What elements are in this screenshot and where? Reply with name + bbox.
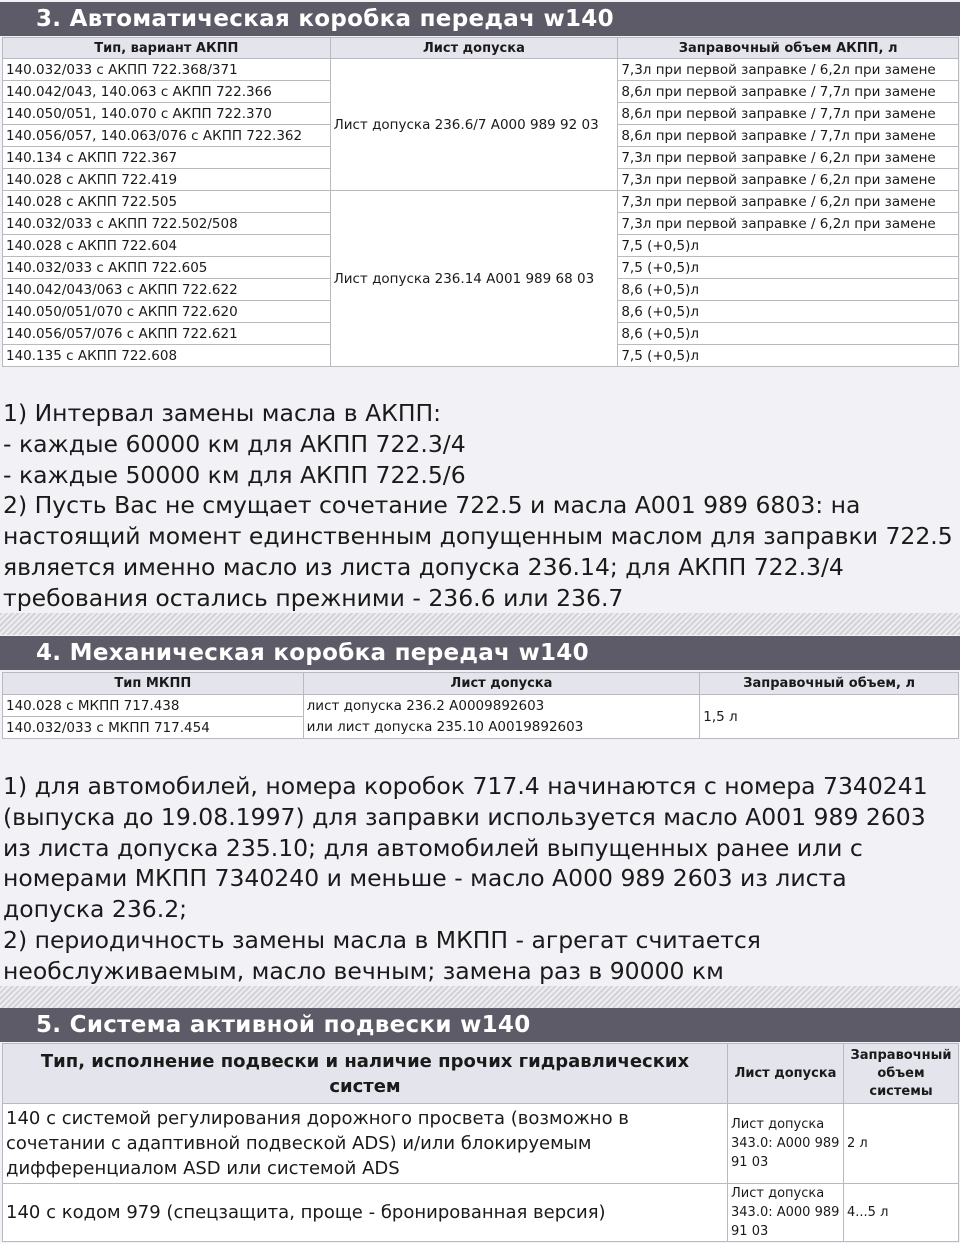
type-cell: 140.032/033 с АКПП 722.605	[3, 257, 331, 279]
table-header-row	[3, 673, 959, 695]
volume-cell: 1,5 л	[700, 695, 959, 739]
volume-cell: 8,6 (+0,5)л	[618, 323, 959, 345]
note-line: - каждые 50000 км для АКПП 722.5/6	[3, 460, 466, 489]
table-row	[3, 695, 959, 717]
type-cell: 140 с системой регулирования дорожного просвета (возможно в сочетании с адаптивной подвеской ADS) и/или блокируемым дифференциалом ASD или системой ADS	[3, 1104, 728, 1184]
type-cell: 140.028 с АКПП 722.419	[3, 169, 331, 191]
column-header-volume: Заправочный объем системы	[844, 1044, 959, 1104]
section-3-title: 3. Автоматическая коробка передач w140	[0, 2, 960, 36]
mkpp-table	[2, 672, 959, 739]
type-cell: 140.050/051/070 с АКПП 722.620	[3, 301, 331, 323]
volume-cell: 7,3л при первой заправке / 6,2л при замене	[618, 59, 959, 81]
table-row	[3, 59, 959, 81]
type-cell: 140.032/033 с АКПП 722.368/371	[3, 59, 331, 81]
approval-cell: Лист допуска 236.6/7 A000 989 92 03	[330, 59, 618, 191]
section-4-title: 4. Механическая коробка передач w140	[0, 636, 960, 670]
type-cell: 140.050/051, 140.070 с АКПП 722.370	[3, 103, 331, 125]
type-cell: 140.042/043, 140.063 с АКПП 722.366	[3, 81, 331, 103]
volume-cell: 7,5 (+0,5)л	[618, 345, 959, 367]
divider	[0, 613, 960, 635]
volume-cell: 7,3л при первой заправке / 6,2л при замене	[618, 213, 959, 235]
note-line: 1) для автомобилей, номера коробок 717.4 начинаются с номера 7340241	[3, 772, 928, 800]
note-line: из листа допуска 235.10; для автомобилей выпущенных ранее или с	[3, 833, 863, 862]
volume-cell: 8,6 (+0,5)л	[618, 301, 959, 323]
type-cell: 140.028 с АКПП 722.505	[3, 191, 331, 213]
volume-cell: 7,5 (+0,5)л	[618, 235, 959, 257]
volume-cell: 2 л	[844, 1104, 959, 1184]
note-line: необслуживаемым, масло вечным; замена раз в 90000 км	[3, 956, 724, 985]
approval-cell: Лист допуска 343.0: A000 989 91 03	[728, 1184, 844, 1242]
note-line: (выпуска до 19.08.1997) для заправки используется масло A001 989 2603	[3, 802, 926, 831]
approval-cell: Лист допуска 343.0: A000 989 91 03	[728, 1104, 844, 1184]
type-cell: 140.056/057/076 с АКПП 722.621	[3, 323, 331, 345]
note-line: допуска 236.2;	[3, 895, 188, 924]
volume-cell: 7,3л при первой заправке / 6,2л при замене	[618, 191, 959, 213]
volume-cell: 4...5 л	[844, 1184, 959, 1242]
table-header-row	[3, 38, 959, 59]
approval-cell: или лист допуска 235.10 A0019892603	[303, 717, 700, 739]
volume-cell: 7,5 (+0,5)л	[618, 257, 959, 279]
note-line: является именно масло из листа допуска 236.14; для АКПП 722.3/4	[3, 552, 844, 581]
type-cell: 140.032/033 с МКПП 717.454	[3, 717, 304, 739]
type-cell: 140.056/057, 140.063/076 с АКПП 722.362	[3, 125, 331, 147]
column-header-approval: Лист допуска	[728, 1044, 844, 1104]
volume-cell: 7,3л при первой заправке / 6,2л при замене	[618, 169, 959, 191]
akpp-table	[2, 37, 959, 367]
column-header-type: Тип МКПП	[3, 673, 304, 695]
note-line: 2) Пусть Вас не смущает сочетание 722.5 и масла A001 989 6803: на	[3, 491, 861, 520]
section-5-title: 5. Система активной подвески w140	[0, 1008, 960, 1042]
suspension-table	[2, 1043, 959, 1242]
type-cell: 140.135 с АКПП 722.608	[3, 345, 331, 367]
note-line: 1) Интервал замены масла в АКПП:	[3, 399, 442, 427]
note-line: требования остались прежними - 236.6 или 236.7	[3, 583, 624, 612]
type-cell: 140.028 с МКПП 717.438	[3, 695, 304, 717]
volume-cell: 8,6л при первой заправке / 7,7л при замене	[618, 103, 959, 125]
type-cell: 140.032/033 с АКПП 722.502/508	[3, 213, 331, 235]
column-header-volume: Заправочный объем, л	[700, 673, 959, 695]
note-line: настоящий момент единственным допущенным маслом для заправки 722.5	[3, 522, 953, 551]
type-cell: 140.134 с АКПП 722.367	[3, 147, 331, 169]
section-3-notes	[3, 398, 958, 614]
volume-cell: 8,6л при первой заправке / 7,7л при замене	[618, 125, 959, 147]
approval-cell: лист допуска 236.2 A0009892603	[303, 695, 700, 717]
volume-cell: 7,3л при первой заправке / 6,2л при замене	[618, 147, 959, 169]
note-line: - каждые 60000 км для АКПП 722.3/4	[3, 429, 466, 458]
note-line: 2) периодичность замены масла в МКПП - агрегат считается	[3, 925, 761, 954]
type-cell: 140 с кодом 979 (спецзащита, проще - бронированная версия)	[3, 1184, 728, 1242]
table-row	[3, 1184, 959, 1242]
column-header-type: Тип, вариант АКПП	[3, 38, 331, 59]
column-header-volume: Заправочный объем АКПП, л	[618, 38, 959, 59]
table-row	[3, 191, 959, 213]
column-header-approval: Лист допуска	[303, 673, 700, 695]
column-header-type: Тип, исполнение подвески и наличие прочих гидравлических систем	[3, 1044, 728, 1104]
type-cell: 140.042/043/063 с АКПП 722.622	[3, 279, 331, 301]
column-header-approval: Лист допуска	[330, 38, 618, 59]
approval-cell: Лист допуска 236.14 A001 989 68 03	[330, 191, 618, 367]
volume-cell: 8,6 (+0,5)л	[618, 279, 959, 301]
note-line: номерами МКПП 7340240 и меньше - масло A000 989 2603 из листа	[3, 864, 847, 893]
table-row	[3, 1104, 959, 1184]
table-header-row	[3, 1044, 959, 1104]
divider	[0, 986, 960, 1008]
type-cell: 140.028 с АКПП 722.604	[3, 235, 331, 257]
section-4-notes	[3, 771, 958, 987]
volume-cell: 8,6л при первой заправке / 7,7л при замене	[618, 81, 959, 103]
